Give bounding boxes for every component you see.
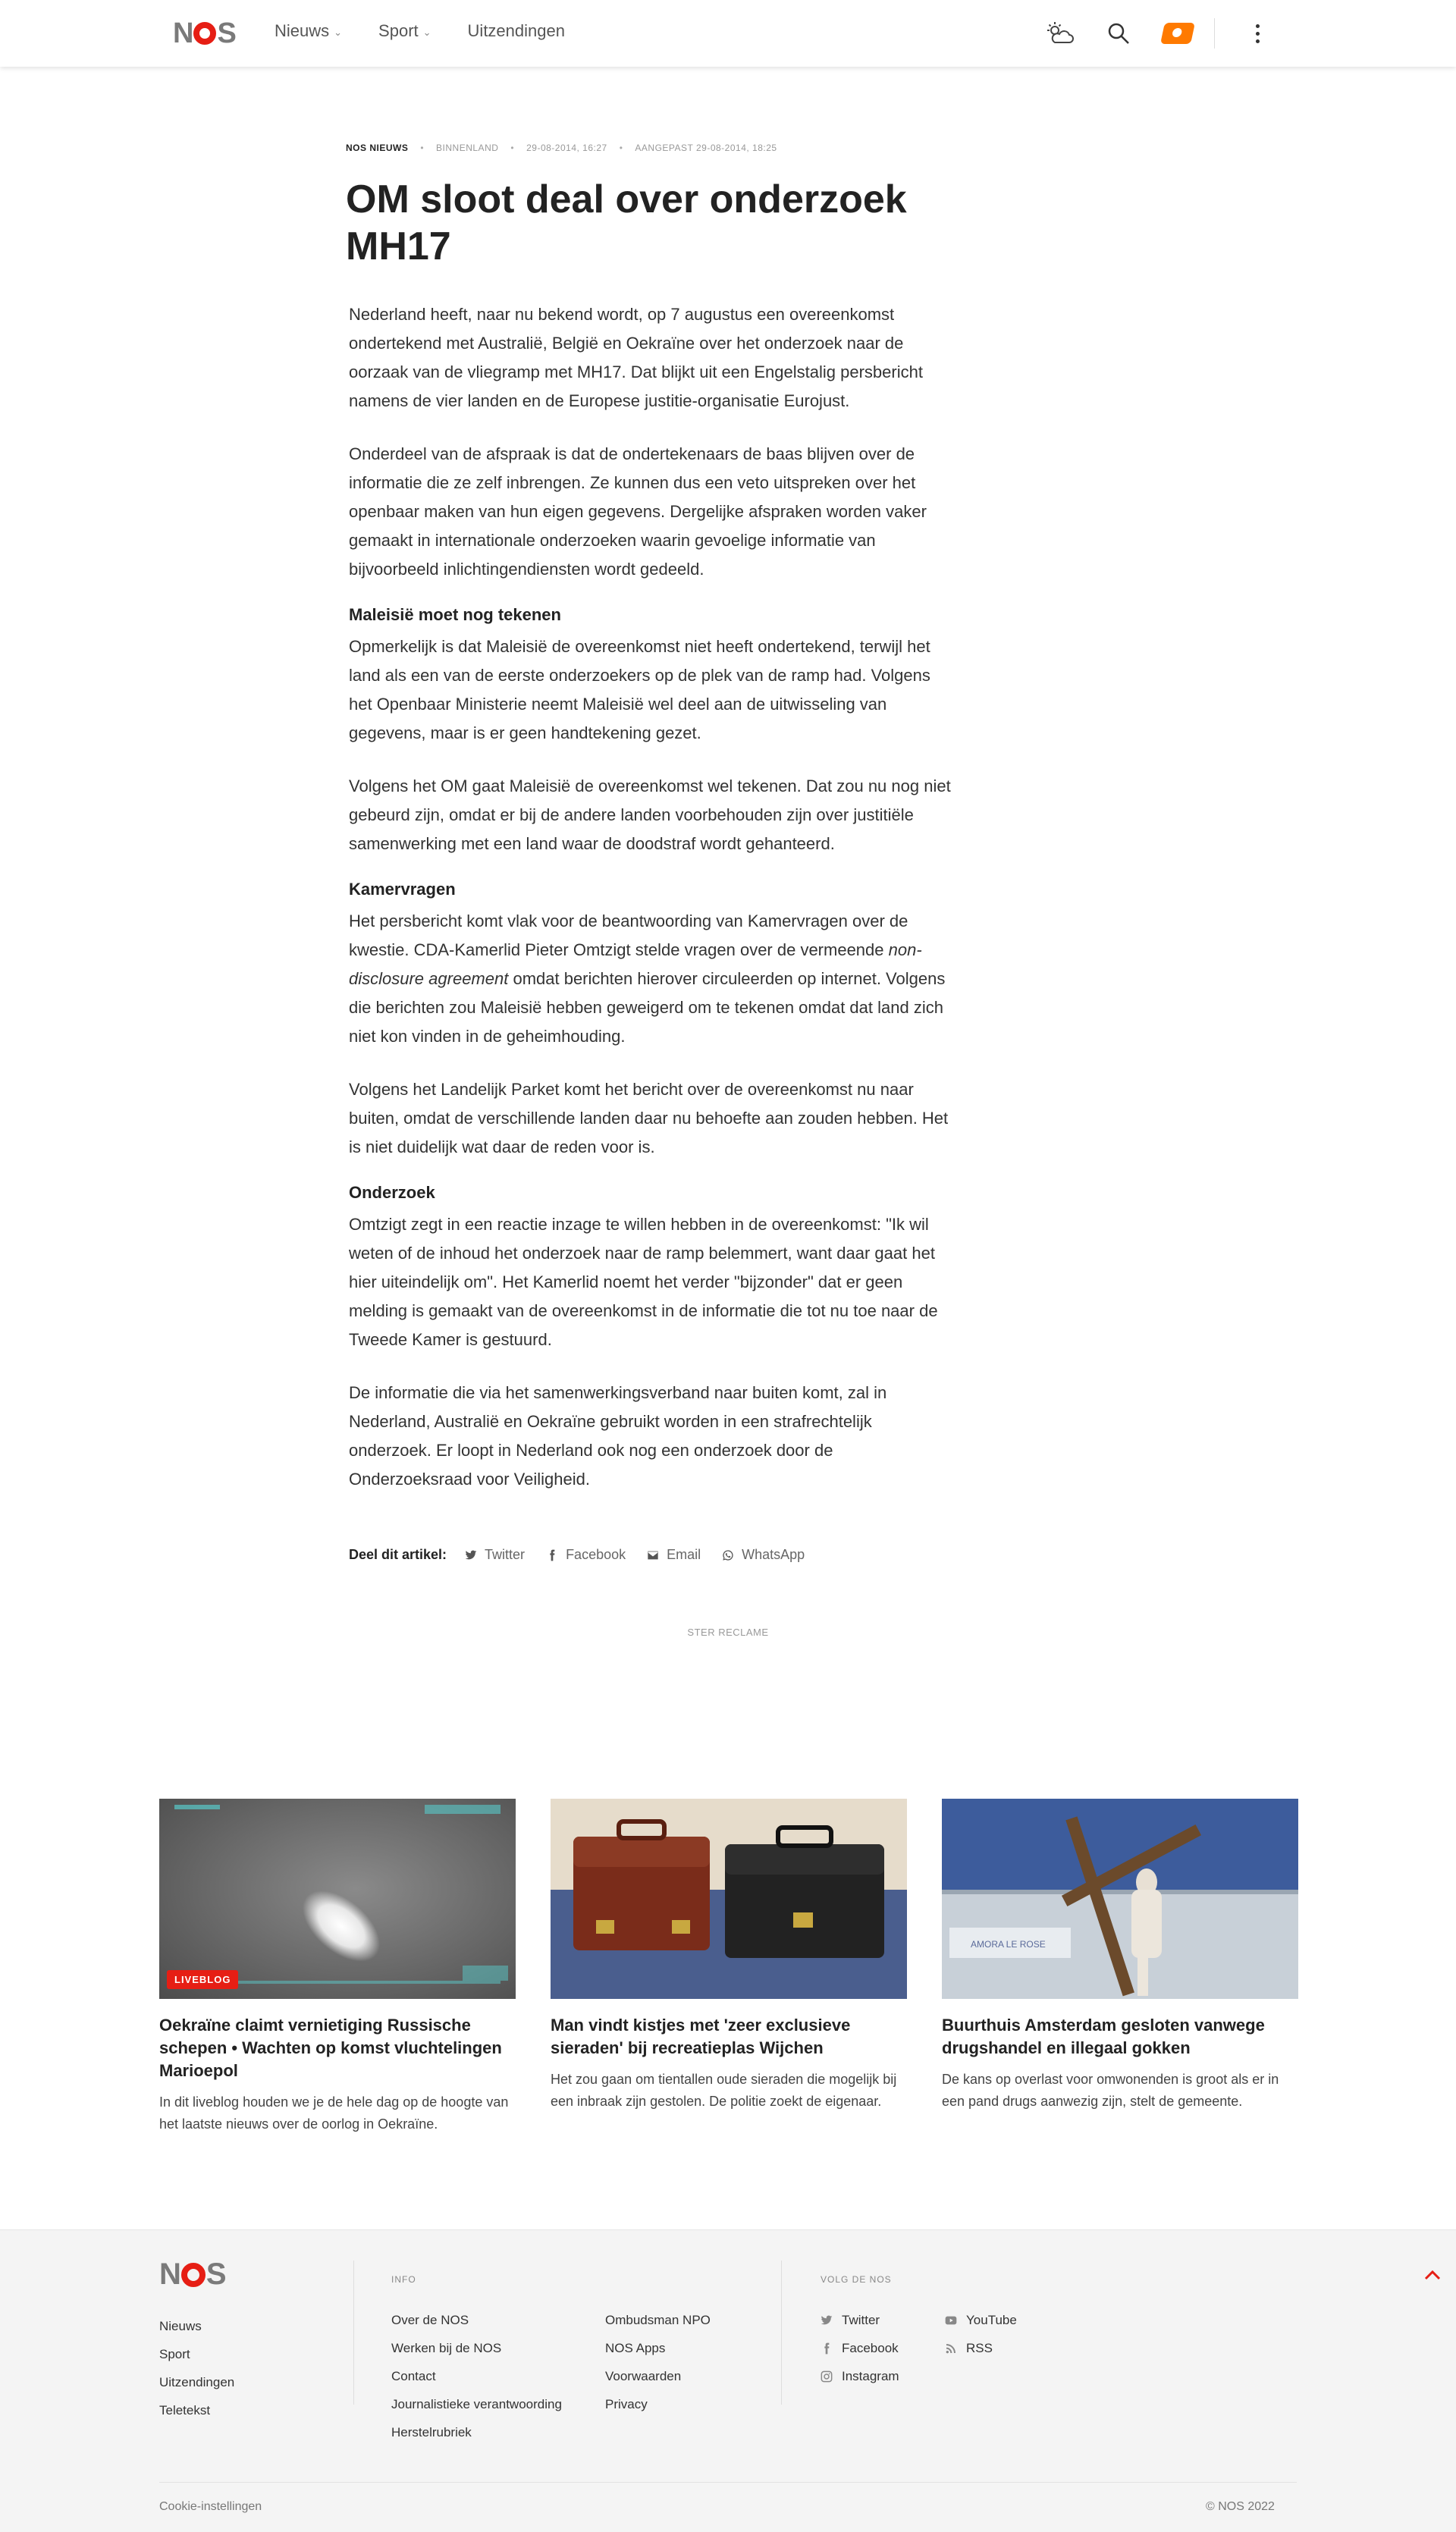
copyright: © NOS 2022 — [1206, 2500, 1275, 2513]
building-sign: AMORA LE ROSE — [971, 1939, 1046, 1950]
facebook-icon — [821, 2342, 833, 2355]
footer-divider — [781, 2261, 782, 2405]
related-description: In dit liveblog houden we je de hele dag op de hoogte van het laatste nieuws over de oorlog in Oekraïne. — [159, 2094, 509, 2132]
paragraph: Volgens het Landelijk Parket komt het bericht over de overeenkomst nu naar buiten, omdat de verschillende landen daar nu behoefte aan zouden hebben. Het is niet duidelijk wat daar de reden voor is. — [349, 1080, 949, 1156]
footer-facebook-link[interactable] — [821, 2334, 899, 2362]
section-heading: Kamervragen — [349, 880, 456, 899]
meta-separator: • — [420, 143, 425, 153]
related-card[interactable] — [551, 1799, 907, 2135]
nos-logo[interactable]: N S — [173, 17, 236, 49]
npo-icon[interactable] — [1161, 17, 1194, 50]
footer-link[interactable]: Werken bij de NOS — [391, 2341, 502, 2355]
article-source[interactable]: NOS NIEUWS — [346, 143, 409, 153]
footer-divider — [353, 2261, 354, 2405]
related-articles — [159, 1799, 1297, 2135]
related-description: De kans op overlast voor omwonenden is groot als er in een pand drugs aanwezig zijn, stelt de gemeente. — [942, 2072, 1279, 2109]
share-twitter-label: Twitter — [485, 1547, 526, 1562]
footer-link[interactable]: Journalistieke verantwoording — [391, 2397, 562, 2411]
footer-instagram-label: Instagram — [842, 2369, 899, 2383]
related-card[interactable] — [159, 1799, 516, 2135]
related-title[interactable]: Buurthuis Amsterdam gesloten vanwege drugshandel en illegaal gokken — [942, 2016, 1265, 2057]
footer-instagram-link[interactable] — [821, 2362, 899, 2390]
footer-info — [391, 2274, 562, 2446]
footer-twitter-link[interactable] — [821, 2306, 899, 2334]
search-icon[interactable] — [1102, 17, 1135, 50]
facebook-icon — [546, 1549, 558, 1561]
weather-icon[interactable] — [1043, 17, 1076, 50]
share-facebook-button[interactable] — [546, 1547, 626, 1563]
footer-logo[interactable]: N S — [159, 2257, 226, 2291]
header-actions — [1017, 17, 1274, 50]
back-to-top-button[interactable] — [1424, 2270, 1441, 2284]
paragraph-text: Het persbericht komt vlak voor de beantwoording van Kamervragen over de kwestie. CDA-Kamerlid Pieter Omtzigt stelde vragen over de vermeende — [349, 911, 908, 959]
paragraph: Nederland heeft, naar nu bekend wordt, op 7 augustus een overeenkomst ondertekend met Australië, België en Oekraïne over het onderzoek naar de oorzaak van de vliegramp met MH17. Dat blijkt uit een Engelstalig persbericht namens de vier landen en de Europese justitie-organisatie Eurojust. — [349, 305, 923, 410]
related-thumbnail — [942, 1799, 1298, 1999]
chevron-down-icon: ⌄ — [334, 27, 343, 38]
related-thumbnail — [159, 1799, 516, 1999]
related-title[interactable]: Man vindt kistjes met 'zeer exclusieve sieraden' bij recreatieplas Wijchen — [551, 2016, 851, 2057]
paragraph-emphasis: non-disclosure agreement — [349, 940, 922, 988]
share-whatsapp-label: WhatsApp — [742, 1547, 805, 1562]
chevron-down-icon: ⌄ — [422, 27, 431, 38]
footer-rss-link[interactable] — [945, 2334, 1017, 2362]
related-description: Het zou gaan om tientallen oude sieraden die mogelijk bij een inbraak zijn gestolen. De politie zoekt de eigenaar. — [551, 2072, 897, 2109]
meta-separator: • — [510, 143, 515, 153]
share-bar — [349, 1547, 826, 1563]
footer-twitter-label: Twitter — [842, 2313, 880, 2327]
footer-main-links — [159, 2312, 234, 2424]
footer-youtube-label: YouTube — [966, 2313, 1017, 2327]
paragraph-text: omdat berichten hierover circuleerden op internet. Volgens die berichten zou Maleisië hebben geweigerd om te tekenen omdat dat land zich niet kon vinden in de geheimhouding. — [349, 969, 946, 1046]
paragraph: Onderdeel van de afspraak is dat de ondertekenaars de baas blijven over de informatie die ze zelf inbrengen. Ze kunnen dus een veto uitspreken over het openbaar maken van hun eigen gegevens. Dergelijke afspraken worden vaker gemaakt in internationale onderzoeken waarin gevoelige informatie van bijvoorbeeld inlichtingendiensten wordt gedeeld. — [349, 444, 927, 579]
paragraph: Opmerkelijk is dat Maleisië de overeenkomst niet heeft ondertekend, terwijl het land als een van de eerste onderzoekers op de plek van de ramp had. Volgens het Openbaar Ministerie neemt Maleisië wel deel aan de uitwisseling van gegevens, maar is er geen handtekening gezet. — [349, 637, 930, 742]
chevron-up-icon — [1424, 2270, 1441, 2280]
more-menu-icon[interactable] — [1241, 17, 1274, 50]
email-icon — [647, 1549, 659, 1561]
liveblog-badge: LIVEBLOG — [167, 1970, 238, 1989]
article-meta — [346, 143, 777, 153]
paragraph: Omtzigt zegt in een reactie inzage te willen hebben in de overeenkomst: "Ik wil weten of de inhoud het onderzoek naar de ramp belemmert, want daar gaat het hier uiteindelijk om". Het Kamerlid noemt het verder "bijzonder" dat er geen melding is gemaakt van de overeenkomst in de informatie die tot nu toe naar de Tweede Kamer is gestuurd. — [349, 1215, 938, 1349]
footer-link[interactable]: Over de NOS — [391, 2313, 469, 2327]
share-twitter-button[interactable] — [465, 1547, 525, 1563]
footer-link[interactable]: Voorwaarden — [605, 2369, 682, 2383]
article-body — [349, 300, 956, 1518]
twitter-icon — [465, 1549, 477, 1561]
footer-info-col2 — [605, 2306, 711, 2418]
footer-link[interactable]: Privacy — [605, 2397, 648, 2411]
footer-youtube-link[interactable] — [945, 2306, 1017, 2334]
ad-label: STER RECLAME — [687, 1627, 769, 1638]
footer-divider — [159, 2482, 1297, 2483]
footer-link-uitzendingen[interactable]: Uitzendingen — [159, 2375, 235, 2389]
paragraph: De informatie die via het samenwerkingsverband naar buiten komt, zal in Nederland, Australië en Oekraïne gebruikt worden in een strafrechtelijk onderzoek. Er loopt in Nederland ook nog een onderzoek door de Onderzoeksraad voor Veiligheid. — [349, 1383, 887, 1489]
share-whatsapp-button[interactable] — [722, 1547, 805, 1563]
footer-follow-col2 — [945, 2306, 1017, 2362]
footer-link-teletekst[interactable]: Teletekst — [159, 2403, 211, 2417]
footer-link[interactable]: NOS Apps — [605, 2341, 666, 2355]
site-header — [0, 0, 1456, 67]
nav-sport[interactable] — [378, 21, 431, 41]
nav-nieuws[interactable] — [275, 21, 342, 41]
share-email-button[interactable] — [647, 1547, 701, 1563]
youtube-icon — [945, 2314, 957, 2326]
nav-uitzendingen[interactable] — [468, 21, 565, 41]
footer-link-nieuws[interactable]: Nieuws — [159, 2319, 202, 2333]
whatsapp-icon — [722, 1549, 734, 1561]
section-heading: Onderzoek — [349, 1183, 435, 1202]
footer-follow-heading: VOLG DE NOS — [821, 2274, 892, 2285]
section-heading: Maleisië moet nog tekenen — [349, 605, 561, 624]
footer-rss-label: RSS — [966, 2341, 993, 2355]
share-label: Deel dit artikel: — [349, 1547, 447, 1562]
paragraph — [349, 907, 956, 1051]
nav-sport-label: Sport — [378, 21, 419, 40]
related-card[interactable] — [942, 1799, 1298, 2135]
instagram-icon — [821, 2370, 833, 2383]
nav-uitzendingen-label: Uitzendingen — [467, 21, 565, 40]
cookie-settings-link[interactable]: Cookie-instellingen — [159, 2500, 262, 2513]
footer-info-heading: INFO — [391, 2274, 416, 2285]
site-footer — [0, 2229, 1456, 2532]
footer-facebook-label: Facebook — [842, 2341, 899, 2355]
footer-link[interactable]: Herstelrubriek — [391, 2425, 472, 2439]
article-section[interactable]: BINNENLAND — [436, 143, 499, 153]
article-updated: AANGEPAST 29-08-2014, 18:25 — [635, 143, 777, 153]
related-title[interactable]: Oekraïne claimt vernietiging Russische schepen • Wachten op komst vluchtelingen Marioepol — [159, 2016, 502, 2080]
paragraph: Volgens het OM gaat Maleisië de overeenkomst wel tekenen. Dat zou nu nog niet gebeurd zijn, omdat er bij de andere landen voorbehouden zijn over justitiële samenwerking met een land waar de doodstraf wordt gehanteerd. — [349, 777, 951, 853]
footer-link[interactable]: Ombudsman NPO — [605, 2313, 711, 2327]
related-thumbnail — [551, 1799, 907, 1999]
footer-link[interactable]: Contact — [391, 2369, 436, 2383]
share-facebook-label: Facebook — [566, 1547, 626, 1562]
article-title: OM sloot deal over onderzoek MH17 — [346, 177, 907, 268]
rss-icon — [945, 2342, 957, 2355]
nav-nieuws-label: Nieuws — [275, 21, 330, 40]
footer-follow — [821, 2274, 899, 2390]
meta-separator: • — [619, 143, 623, 153]
main-nav — [275, 21, 565, 41]
twitter-icon — [821, 2314, 833, 2326]
article-published: 29-08-2014, 16:27 — [526, 143, 607, 153]
footer-link-sport[interactable]: Sport — [159, 2347, 190, 2361]
header-divider — [1214, 18, 1215, 49]
share-email-label: Email — [667, 1547, 701, 1562]
